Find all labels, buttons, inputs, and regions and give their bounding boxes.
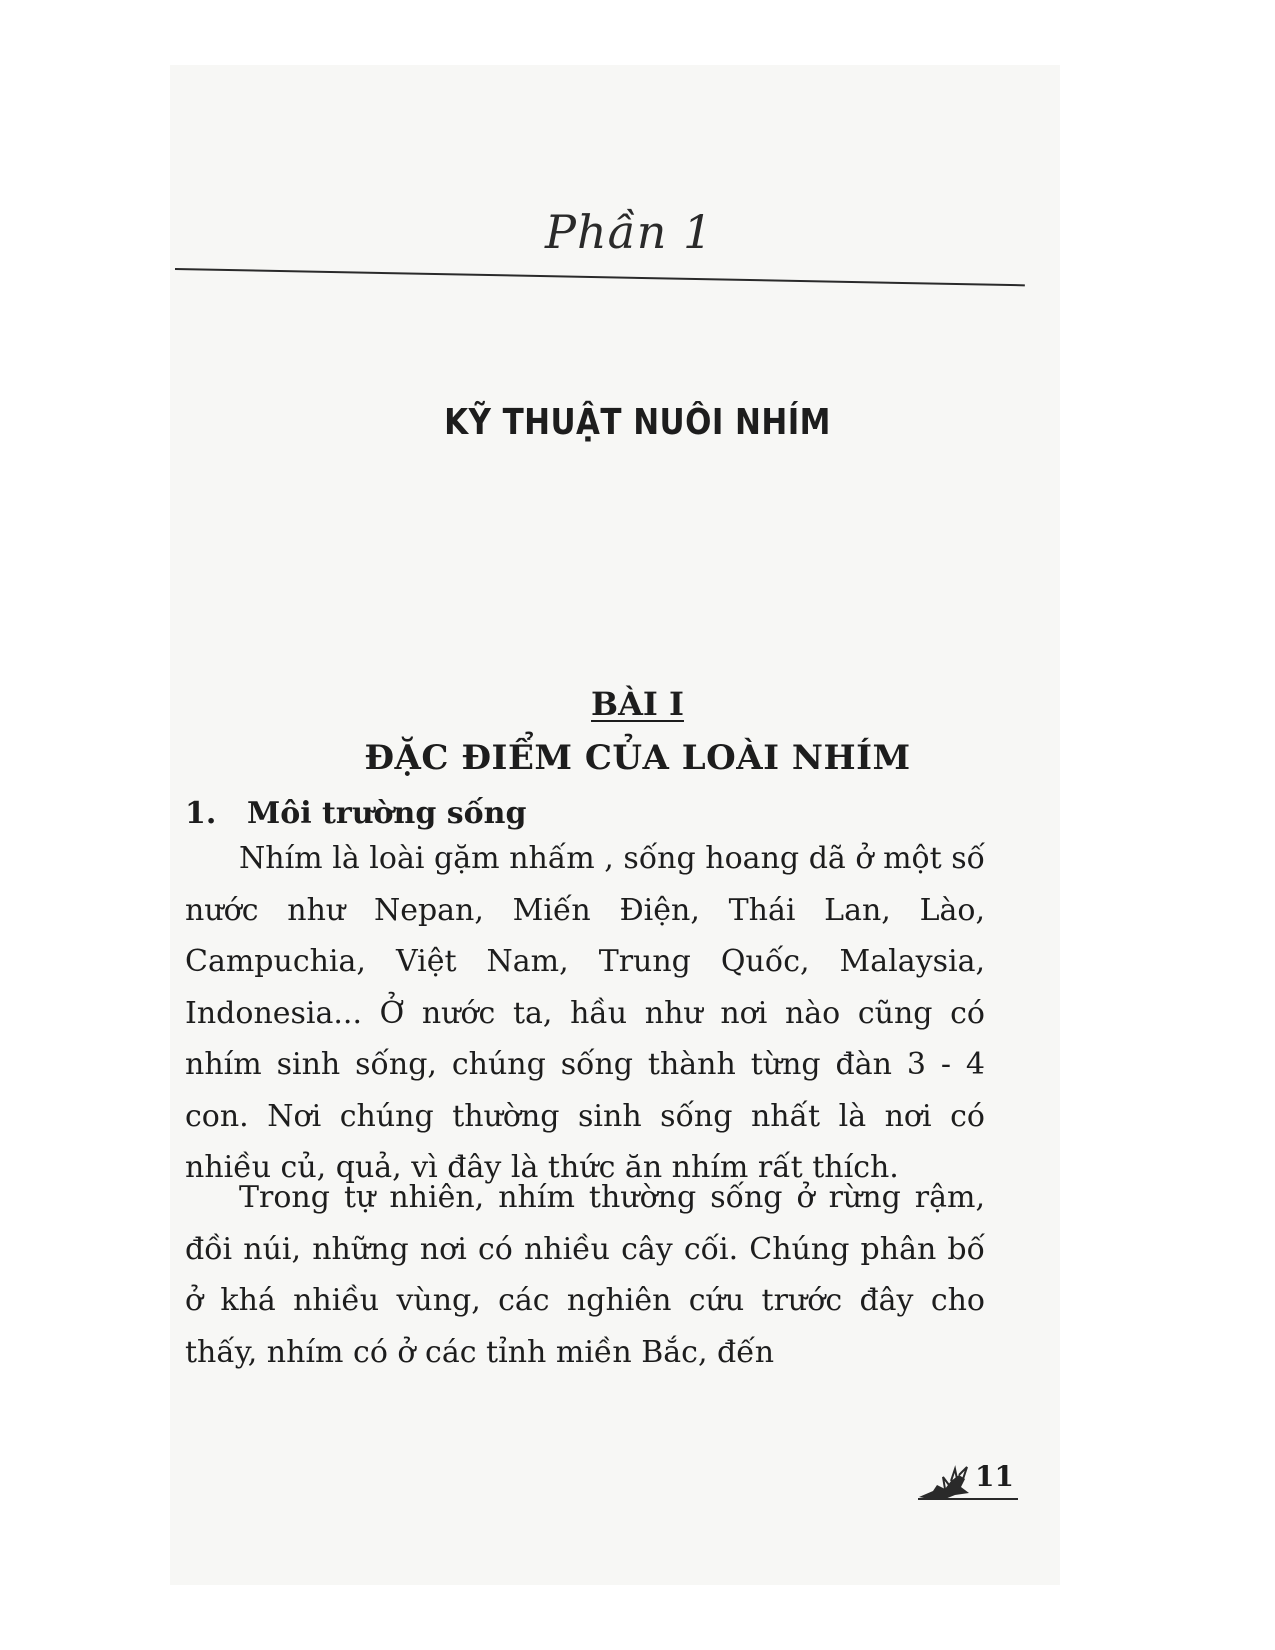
book-title: KỸ THUẬT NUÔI NHÍM	[444, 402, 831, 443]
body-paragraph	[185, 1172, 985, 1378]
section-number: 1.	[185, 796, 217, 831]
part-heading: Phần 1	[545, 205, 714, 259]
section-title: Môi trường sống	[247, 796, 527, 831]
footer-rule	[918, 1498, 1018, 1500]
paragraph-text: Nhím là loài gặm nhấm , sống hoang dã ở một số nước như Nepan, Miến Điện, Thái Lan, Lào, Campuchia, Việt Nam, Trung Quốc, Malaysia, Indonesia... Ở nước ta, hầu như nơi nào cũng có nhím sinh sống, chúng sống thành từng đàn 3 - 4 con. Nơi chúng thường sinh sống nhất là nơi có nhiều củ, quả, vì đây là thức ăn nhím rất thích.	[185, 841, 985, 1185]
paragraph-text: Trong tự nhiên, nhím thường sống ở rừng rậm, đồi núi, những nơi có nhiều cây cối. Chúng phân bố ở khá nhiều vùng, các nghiên cứu trước đây cho thấy, nhím có ở các tỉnh miền Bắc, đến	[185, 1180, 985, 1370]
page-number: 11	[975, 1460, 1014, 1493]
lesson-number-text: BÀI I	[591, 685, 684, 723]
section-heading	[185, 796, 526, 831]
body-paragraph	[185, 833, 985, 1194]
lesson-number	[0, 685, 1275, 723]
lesson-title: ĐẶC ĐIỂM CỦA LOÀI NHÍM	[364, 738, 911, 778]
